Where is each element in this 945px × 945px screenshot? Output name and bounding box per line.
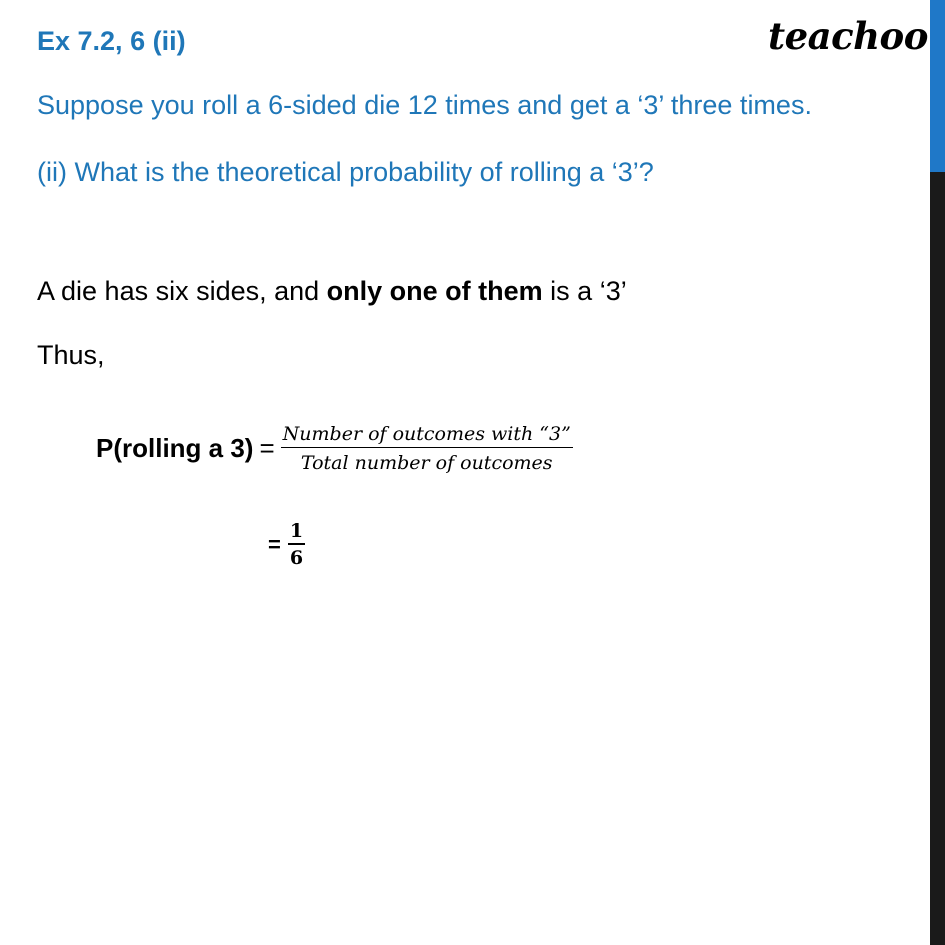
result-numerator: 1 bbox=[289, 520, 304, 542]
probability-formula bbox=[96, 418, 573, 478]
teachoo-logo: teachoo bbox=[768, 14, 928, 58]
scrollbar-thumb[interactable] bbox=[930, 0, 945, 172]
formula-lhs: P(rolling a 3) bbox=[96, 432, 254, 463]
exercise-title: Ex 7.2, 6 (ii) bbox=[37, 26, 186, 56]
formula-fraction bbox=[281, 423, 573, 474]
sentence-start: A die has six sides, and bbox=[37, 276, 327, 306]
fraction-numerator: Number of outcomes with “3” bbox=[282, 422, 571, 445]
explanation-sentence bbox=[37, 276, 627, 307]
thus-text: Thus, bbox=[37, 340, 105, 370]
formula-equals: = bbox=[259, 432, 275, 463]
result-formula bbox=[268, 520, 305, 569]
question-line-1: Suppose you roll a 6-sided die 12 times and get a ‘3’ three times. bbox=[37, 90, 812, 120]
result-equals: = bbox=[268, 531, 281, 557]
result-denominator: 6 bbox=[289, 547, 304, 569]
fraction-denominator: Total number of outcomes bbox=[300, 451, 553, 474]
sentence-end: is a ‘3’ bbox=[542, 276, 627, 306]
result-fraction bbox=[288, 520, 305, 569]
question-line-2: (ii) What is the theoretical probability of rolling a ‘3’? bbox=[37, 157, 654, 187]
sentence-bold: only one of them bbox=[326, 276, 543, 306]
